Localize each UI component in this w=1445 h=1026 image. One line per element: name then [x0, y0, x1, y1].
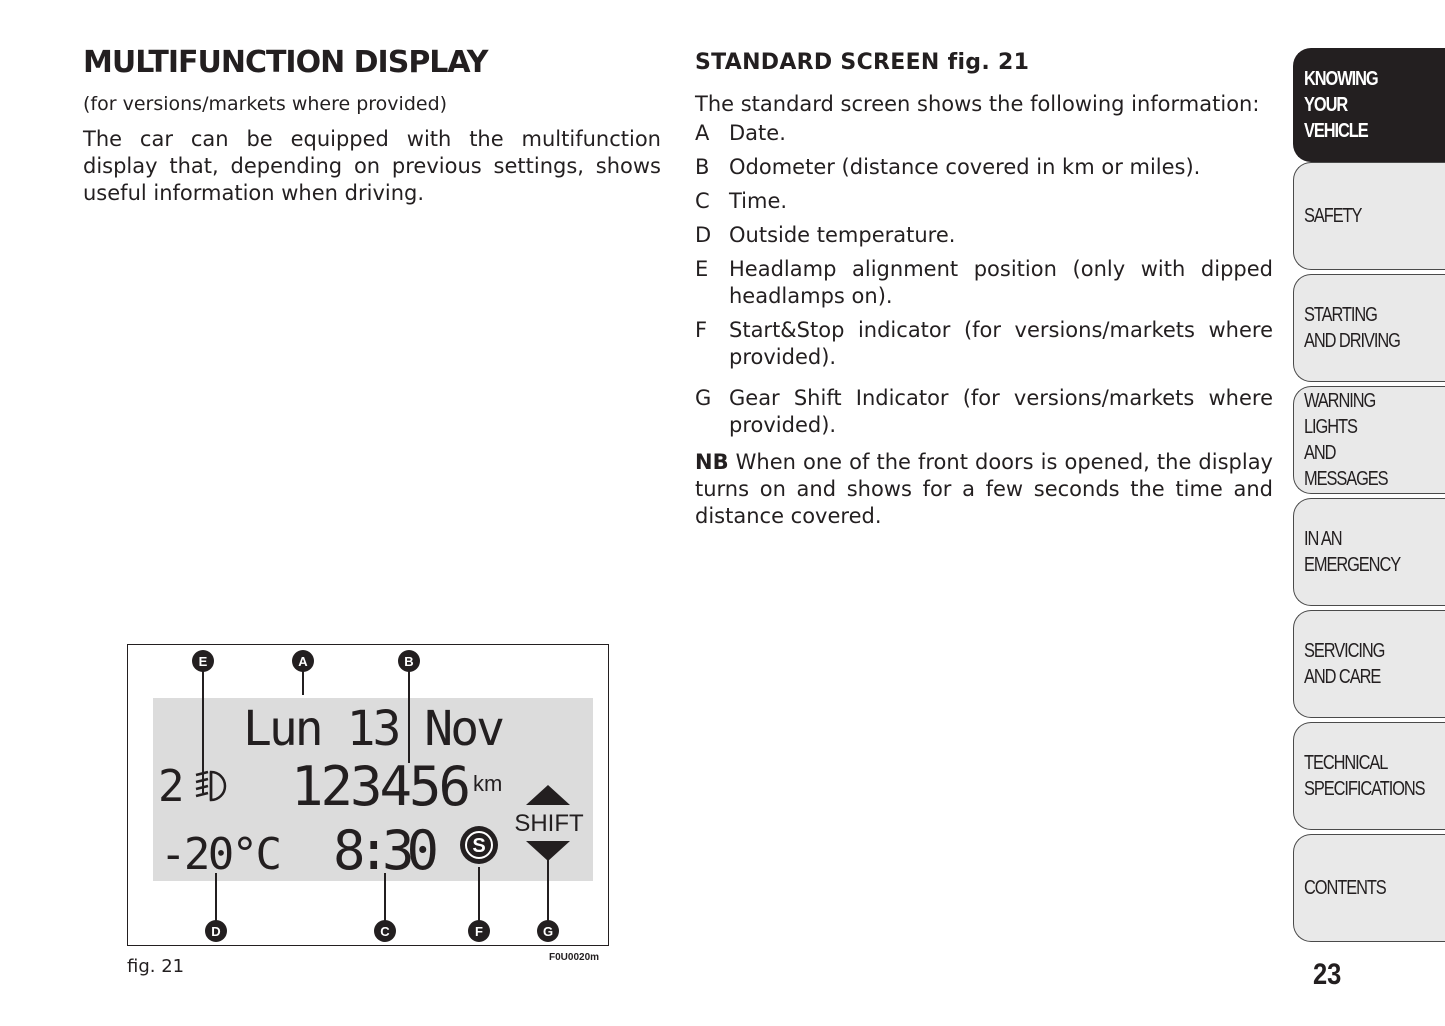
page-title: MULTIFUNCTION DISPLAY: [83, 45, 488, 80]
tab-label: SERVICING AND CARE: [1304, 640, 1385, 688]
item-text: Start&Stop indicator (for versions/markets where provided).: [729, 318, 1273, 369]
item-letter: F: [695, 318, 708, 342]
tab-emergency[interactable]: [1293, 498, 1445, 606]
item-text: Gear Shift Indicator (for versions/markets where provided).: [729, 386, 1273, 437]
section-subtitle: (for versions/markets where provided): [83, 93, 448, 115]
tab-label: IN AN EMERGENCY: [1304, 528, 1401, 576]
list-item: [695, 154, 1273, 181]
callout-c-label: C: [380, 924, 390, 939]
callout-d-label: D: [211, 924, 221, 939]
page-number: 23: [1313, 958, 1342, 991]
tab-contents[interactable]: [1293, 834, 1445, 942]
shift-up-icon: [526, 785, 570, 805]
tab-servicing[interactable]: [1293, 610, 1445, 718]
item-letter: C: [695, 189, 710, 213]
headlamp-icon: [196, 772, 225, 800]
note-label: NB: [695, 450, 729, 474]
lcd-headlamp-level: 2: [158, 761, 185, 812]
callout-b-label: B: [404, 654, 414, 669]
callout-e-label: E: [198, 654, 208, 669]
tab-label: KNOWING YOUR VEHICLE: [1304, 68, 1378, 142]
tab-label: STARTING AND DRIVING: [1304, 304, 1400, 352]
display-figure: [127, 644, 609, 946]
screen-intro: The standard screen shows the following information:: [695, 92, 1260, 116]
tab-label: TECHNICAL SPECIFICATIONS: [1304, 752, 1425, 800]
item-text: Date.: [729, 121, 786, 145]
list-item: [695, 317, 1273, 371]
item-text: Headlamp alignment position (only with dipped headlamps on).: [729, 257, 1273, 308]
display-figure-drawing: [128, 645, 608, 945]
lcd-date: Lun 13 Nov: [243, 701, 505, 757]
start-stop-icon: [460, 826, 498, 864]
note-text: When one of the front doors is opened, the display turns on and shows for a few seconds the time and distance covered.: [695, 450, 1273, 528]
note-paragraph: [695, 449, 1273, 530]
tab-warning-lights[interactable]: [1293, 386, 1445, 494]
lcd-odometer: 123456: [291, 755, 471, 818]
shift-down-icon: [526, 841, 570, 861]
tab-label: CONTENTS: [1304, 877, 1386, 899]
item-letter: E: [695, 257, 709, 281]
item-letter: D: [695, 223, 712, 247]
list-item: [695, 120, 1273, 147]
list-item: [695, 256, 1273, 310]
right-column: [695, 46, 1273, 530]
tab-label: WARNING LIGHTS AND MESSAGES: [1304, 390, 1388, 490]
list-item: [695, 385, 1273, 439]
start-stop-symbol: S: [472, 835, 486, 857]
callout-a-label: A: [298, 654, 308, 669]
left-column: [83, 44, 661, 207]
callout-f-label: F: [475, 924, 483, 939]
item-letter: G: [695, 386, 712, 410]
item-text: Time.: [729, 189, 788, 213]
item-text: Odometer (distance covered in km or miles).: [729, 155, 1201, 179]
tab-technical-specifications[interactable]: [1293, 722, 1445, 830]
item-letter: A: [695, 121, 710, 145]
tab-label: SAFETY: [1304, 205, 1362, 227]
section-heading: STANDARD SCREEN fig. 21: [695, 50, 1030, 75]
figure-code: F0U0020m: [549, 952, 600, 963]
lcd-temperature: -20°C: [160, 829, 282, 880]
list-item: [695, 188, 1273, 215]
callout-g-label: G: [542, 924, 554, 939]
info-list: [695, 120, 1273, 439]
list-item: [695, 222, 1273, 249]
figure-caption: fig. 21: [127, 956, 185, 977]
lcd-shift-label: SHIFT: [514, 810, 584, 837]
tab-safety[interactable]: [1293, 162, 1445, 270]
tab-knowing-your-vehicle[interactable]: [1293, 48, 1445, 162]
intro-paragraph: The car can be equipped with the multifunction display that, depending on previous settings, shows useful information when driving.: [83, 127, 661, 205]
lcd-odometer-unit: km: [473, 771, 503, 796]
tab-starting-and-driving[interactable]: [1293, 274, 1445, 382]
item-letter: B: [695, 155, 710, 179]
item-text: Outside temperature.: [729, 223, 956, 247]
lcd-time: 8:30: [333, 819, 439, 882]
